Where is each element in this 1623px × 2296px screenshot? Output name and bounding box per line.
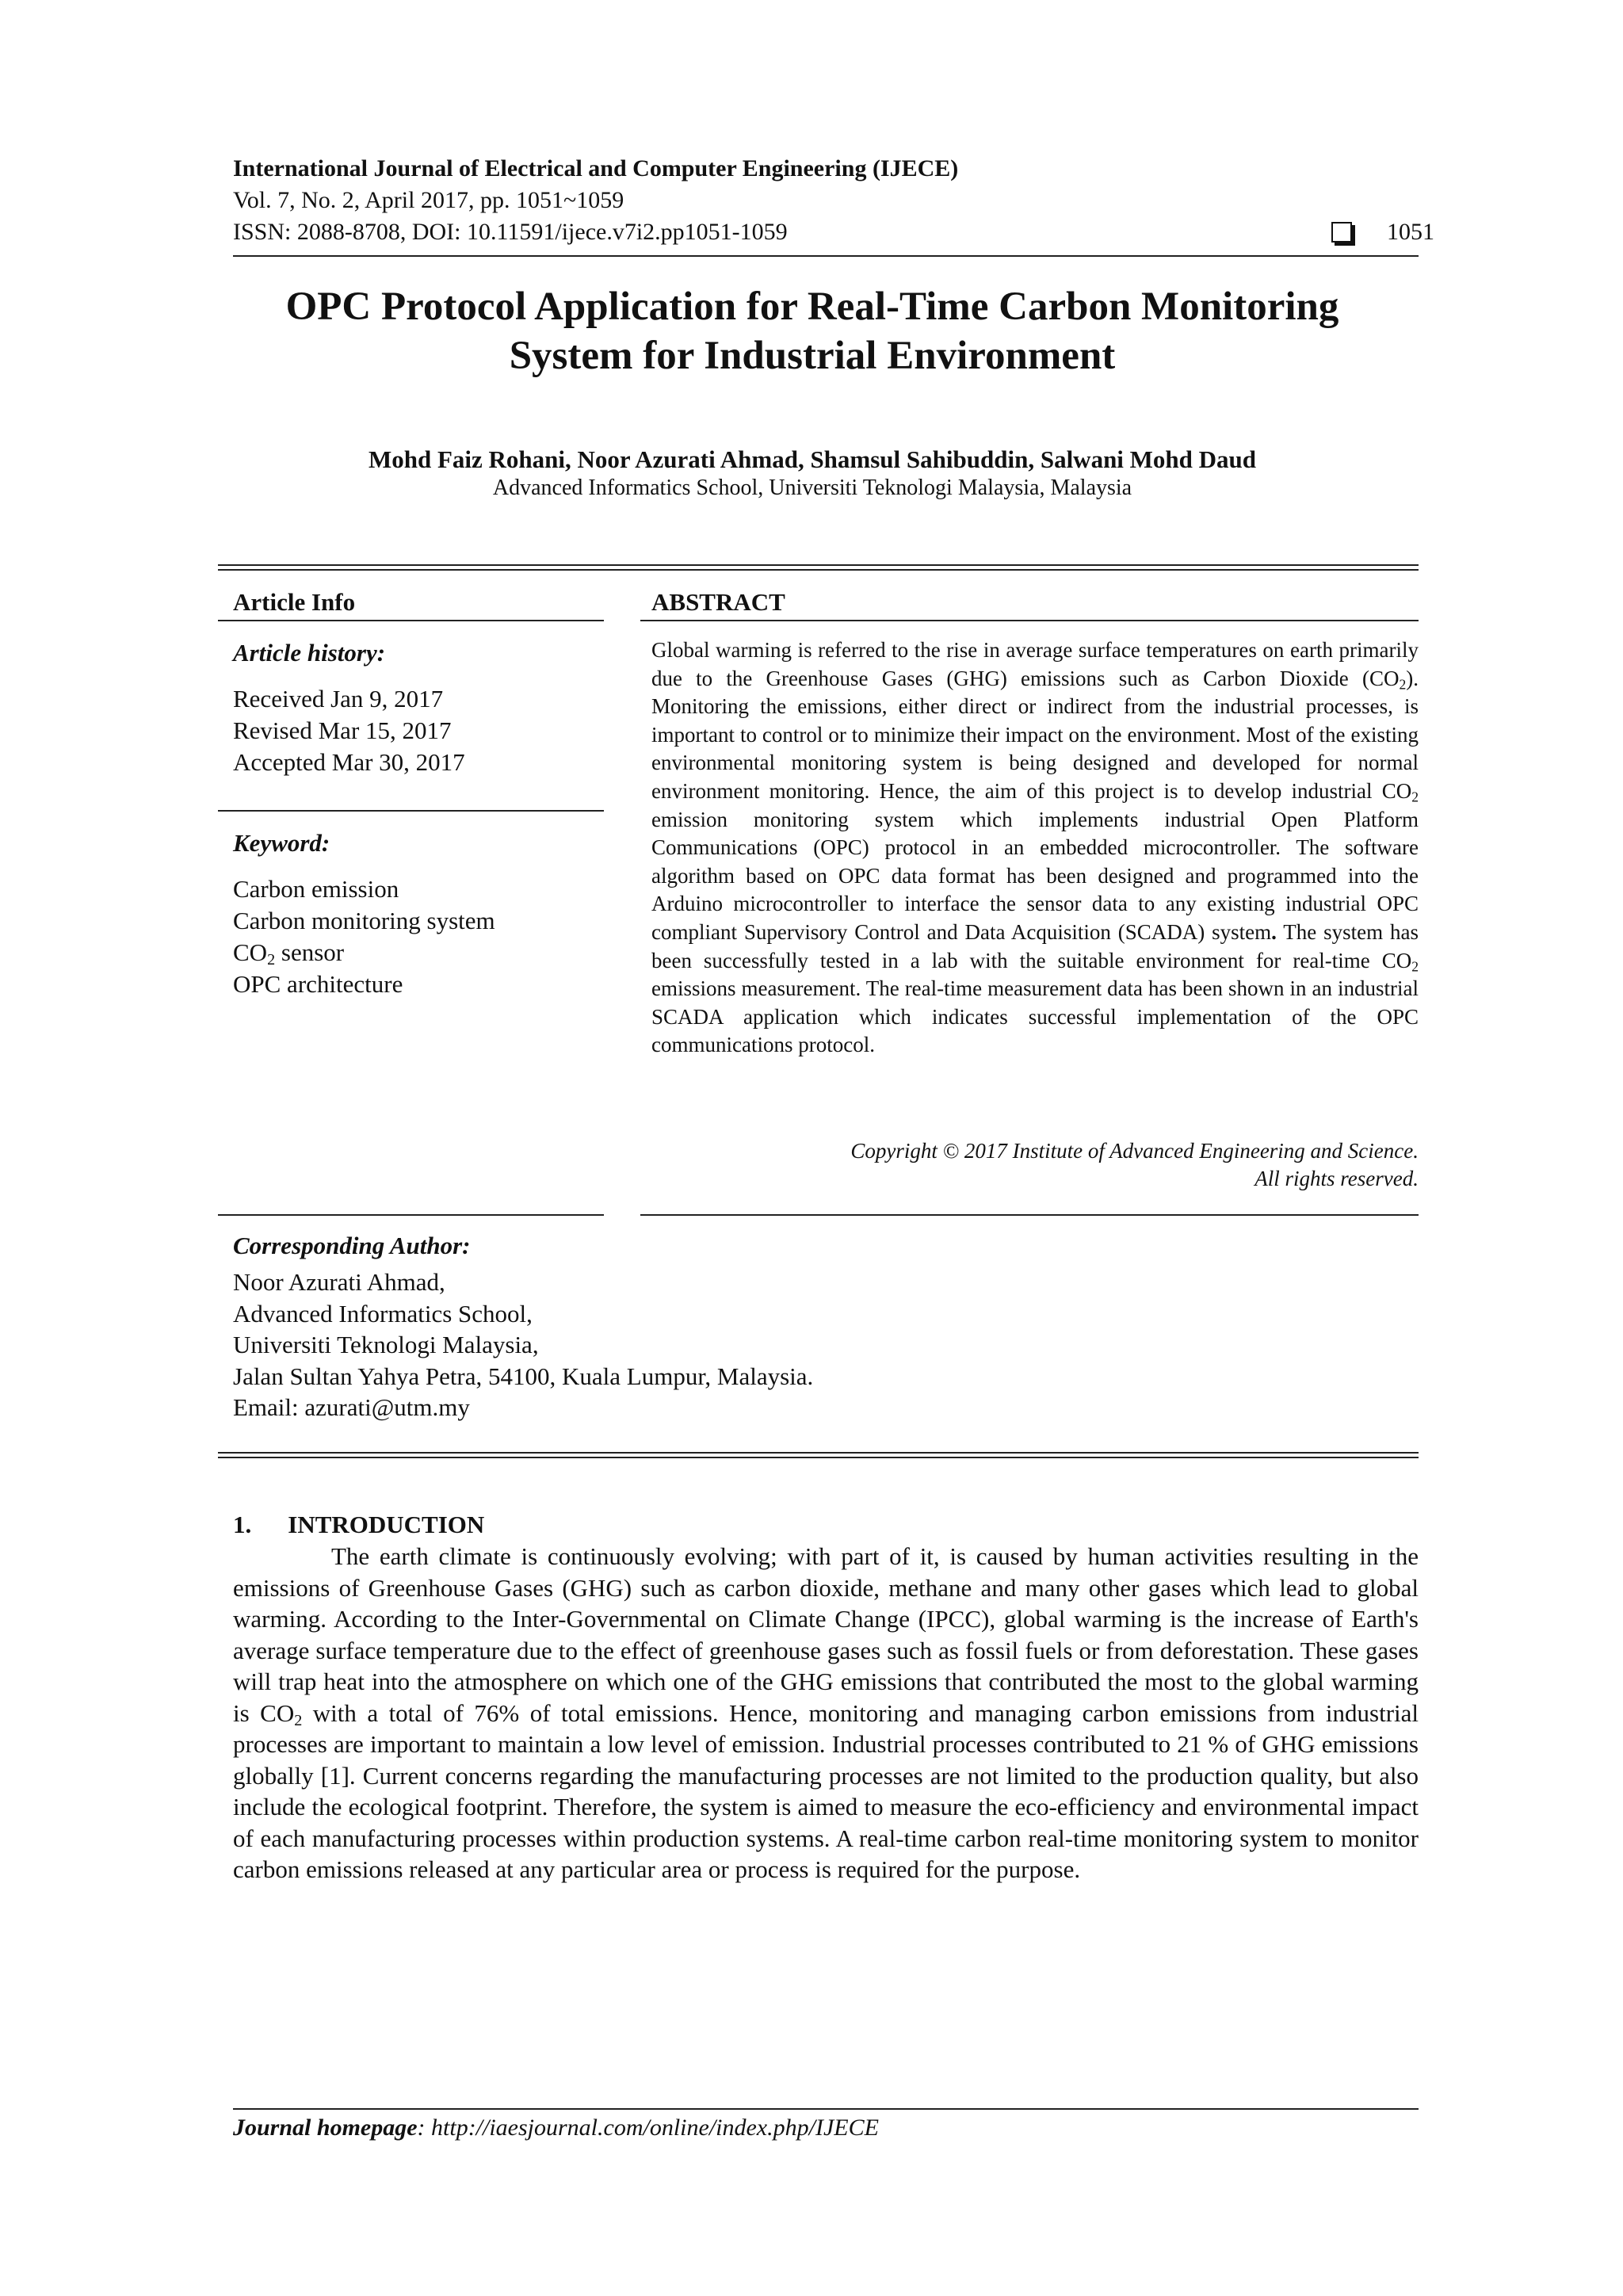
- section-rule-bottom-1: [218, 1452, 1419, 1454]
- square-bullet-icon: [1331, 222, 1352, 243]
- abstract-bottom-rule: [640, 1214, 1419, 1216]
- authors: Mohd Faiz Rohani, Noor Azurati Ahmad, Shamsul Sahibuddin, Salwani Mohd Daud: [368, 445, 1257, 473]
- author-email: Email: azurati@utm.my: [233, 1393, 470, 1421]
- abstract-heading: ABSTRACT: [651, 588, 785, 616]
- history-rule: [218, 810, 604, 812]
- author-dept: Advanced Informatics School,: [233, 1299, 533, 1328]
- footer-label: Journal homepage: [233, 2115, 418, 2141]
- article-info-rule: [218, 620, 604, 621]
- paper-title: OPC Protocol Application for Real-Time Carbon Monitoring System for Industrial Environment: [285, 285, 1339, 378]
- abstract-rule: [640, 620, 1419, 621]
- author-name: Noor Azurati Ahmad,: [233, 1268, 445, 1296]
- corresponding-author-heading: Corresponding Author:: [233, 1232, 471, 1259]
- section-rule-top-2: [218, 569, 1419, 571]
- keyword-item: Carbon monitoring system: [233, 907, 495, 934]
- keyword-item: Carbon emission: [233, 875, 399, 903]
- header-rule: [233, 255, 1419, 257]
- section-rule-bottom-2: [218, 1457, 1419, 1458]
- footer-url[interactable]: : http://iaesjournal.com/online/index.php/IJECE: [417, 2115, 879, 2141]
- info-bottom-rule: [218, 1214, 604, 1216]
- accepted-date: Accepted Mar 30, 2017: [233, 748, 465, 776]
- copyright-notice: Copyright © 2017 Institute of Advanced Engineering and Science. All rights reserved.: [850, 1139, 1419, 1190]
- author-address: Jalan Sultan Yahya Petra, 54100, Kuala Lumpur, Malaysia.: [233, 1362, 814, 1390]
- keyword-heading: Keyword:: [233, 829, 330, 857]
- page-number-group: [1331, 219, 1434, 246]
- journal-name: International Journal of Electrical and Computer Engineering (IJECE): [233, 155, 959, 181]
- abstract-body: Global warming is referred to the rise in average surface temperatures on earth primarily due to the Greenhouse Gases (GHG) emissions such as Carbon Dioxide $(CO_2)$. Monitoring the emissions, either direct or indirect from the industrial processes, is important to control or to minimize their impact on the environment. Most of the existing environmental monitoring system is being designed and developed for normal environment monitoring. Hence, the aim of this project is to develop industrial $CO_2$ emission monitoring system which implements industrial Open Platform Communications (OPC) protocol in an embedded microcontroller. The software algorithm based on OPC data format has been designed and programmed into the Arduino microcontroller to interface the sensor data to any existing industrial OPC compliant Supervisory Control and Data Acquisition (SCADA) system. The system has been successfully tested in a lab with the suitable environment for real-time $CO_2$ emissions measurement. The real-time measurement data has been shown in an industrial SCADA application which indicates successful implementation of the OPC communications protocol.: [651, 638, 1419, 1057]
- journal-volume: Vol. 7, No. 2, April 2017, pp. 1051~1059: [233, 187, 624, 213]
- page-number: 1051: [1387, 219, 1434, 245]
- author-univ: Universiti Teknologi Malaysia,: [233, 1331, 539, 1358]
- keyword-item: OPC architecture: [233, 970, 403, 998]
- footer-rule: [233, 2108, 1419, 2110]
- received-date: Received Jan 9, 2017: [233, 685, 444, 712]
- footer: [233, 2115, 879, 2141]
- revised-date: Revised Mar 15, 2017: [233, 716, 452, 744]
- article-info-heading: Article Info: [233, 588, 356, 616]
- introduction-body: The earth climate is continuously evolving; with part of it, is caused by human activities resulting in the emissions of Greenhouse Gases (GHG) such as carbon dioxide, methane and many other gases which lead to global warming. According to the Inter-Governmental on Climate Change (IPCC), global warming is the increase of Earth's average surface temperature due to the effect of greenhouse gases such as fossil fuels or from deforestation. These gases will trap heat into the atmosphere on which one of the GHG emissions that contributed the most to the global warming is $CO_2$ with a total of 76% of total emissions. Hence, monitoring and managing carbon emissions from industrial processes are important to maintain a low level of emission. Industrial processes contributed to 21 % of GHG emissions globally [1]. Current concerns regarding the manufacturing processes are not limited to the production quality, but also include the ecological footprint. Therefore, the system is aimed to measure the eco-efficiency and environmental impact of each manufacturing processes within production systems. A real-time carbon real-time monitoring system to monitor carbon emissions released at any particular area or process is required for the purpose.: [233, 1542, 1419, 1883]
- journal-issn: ISSN: 2088-8708, DOI: 10.11591/ijece.v7i2.pp1051-1059: [233, 219, 788, 245]
- affiliation: Advanced Informatics School, Universiti Teknologi Malaysia, Malaysia: [492, 476, 1132, 500]
- keyword-item: $CO_2$ sensor: [233, 938, 345, 969]
- section-rule-top-1: [218, 564, 1419, 566]
- corresponding-author-details: [233, 1266, 813, 1423]
- article-history-heading: Article history:: [233, 639, 386, 667]
- introduction-heading: 1. INTRODUCTION: [233, 1511, 485, 1538]
